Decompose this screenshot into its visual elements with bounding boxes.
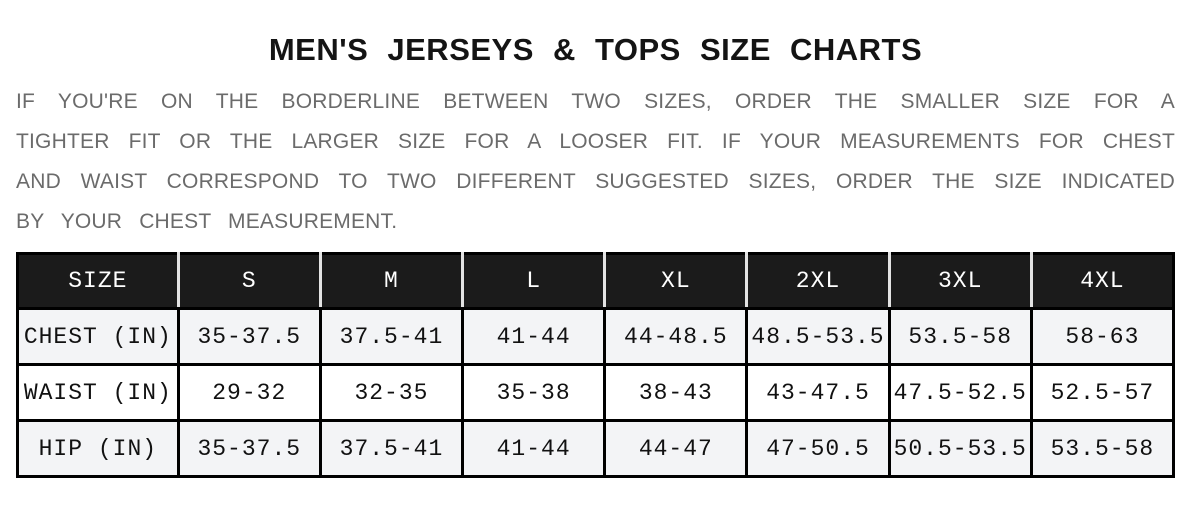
waist-l: 35-38	[463, 365, 605, 421]
table-row-hip	[18, 421, 1174, 477]
hip-l: 41-44	[463, 421, 605, 477]
hip-4xl: 53.5-58	[1031, 421, 1173, 477]
hip-xl: 44-47	[605, 421, 747, 477]
waist-m: 32-35	[320, 365, 462, 421]
hip-s: 35-37.5	[178, 421, 320, 477]
intro-line-1: IF YOU'RE ON THE BORDERLINE BETWEEN TWO SIZES, ORDER THE SMALLER SIZE FOR A	[16, 90, 1175, 113]
waist-xl: 38-43	[605, 365, 747, 421]
table-header-row	[18, 254, 1174, 309]
size-chart-page	[0, 32, 1191, 478]
header-cell-l: L	[463, 254, 605, 309]
chest-2xl: 48.5-53.5	[747, 309, 889, 365]
intro-paragraph	[16, 82, 1175, 242]
chest-xl: 44-48.5	[605, 309, 747, 365]
hip-3xl: 50.5-53.5	[889, 421, 1031, 477]
waist-4xl: 52.5-57	[1031, 365, 1173, 421]
chest-s: 35-37.5	[178, 309, 320, 365]
chest-m: 37.5-41	[320, 309, 462, 365]
waist-s: 29-32	[178, 365, 320, 421]
row-label-chest: CHEST (IN)	[18, 309, 179, 365]
header-cell-4xl: 4XL	[1031, 254, 1173, 309]
page-title: MEN'S JERSEYS & TOPS SIZE CHARTS	[268, 32, 923, 67]
waist-3xl: 47.5-52.5	[889, 365, 1031, 421]
chest-4xl: 58-63	[1031, 309, 1173, 365]
waist-2xl: 43-47.5	[747, 365, 889, 421]
header-cell-m: M	[320, 254, 462, 309]
intro-line-3: AND WAIST CORRESPOND TO TWO DIFFERENT SUGGESTED SIZES, ORDER THE SIZE INDICATED	[16, 170, 1175, 193]
size-chart-table	[16, 252, 1175, 478]
hip-2xl: 47-50.5	[747, 421, 889, 477]
intro-line-2: TIGHTER FIT OR THE LARGER SIZE FOR A LOOSER FIT. IF YOUR MEASUREMENTS FOR CHEST	[16, 130, 1175, 153]
table-row-chest	[18, 309, 1174, 365]
row-label-hip: HIP (IN)	[18, 421, 179, 477]
header-cell-xl: XL	[605, 254, 747, 309]
header-cell-3xl: 3XL	[889, 254, 1031, 309]
hip-m: 37.5-41	[320, 421, 462, 477]
chest-l: 41-44	[463, 309, 605, 365]
header-cell-2xl: 2XL	[747, 254, 889, 309]
intro-line-4: BY YOUR CHEST MEASUREMENT.	[16, 210, 398, 233]
header-cell-size: SIZE	[18, 254, 179, 309]
header-cell-s: S	[178, 254, 320, 309]
chest-3xl: 53.5-58	[889, 309, 1031, 365]
row-label-waist: WAIST (IN)	[18, 365, 179, 421]
table-row-waist	[18, 365, 1174, 421]
